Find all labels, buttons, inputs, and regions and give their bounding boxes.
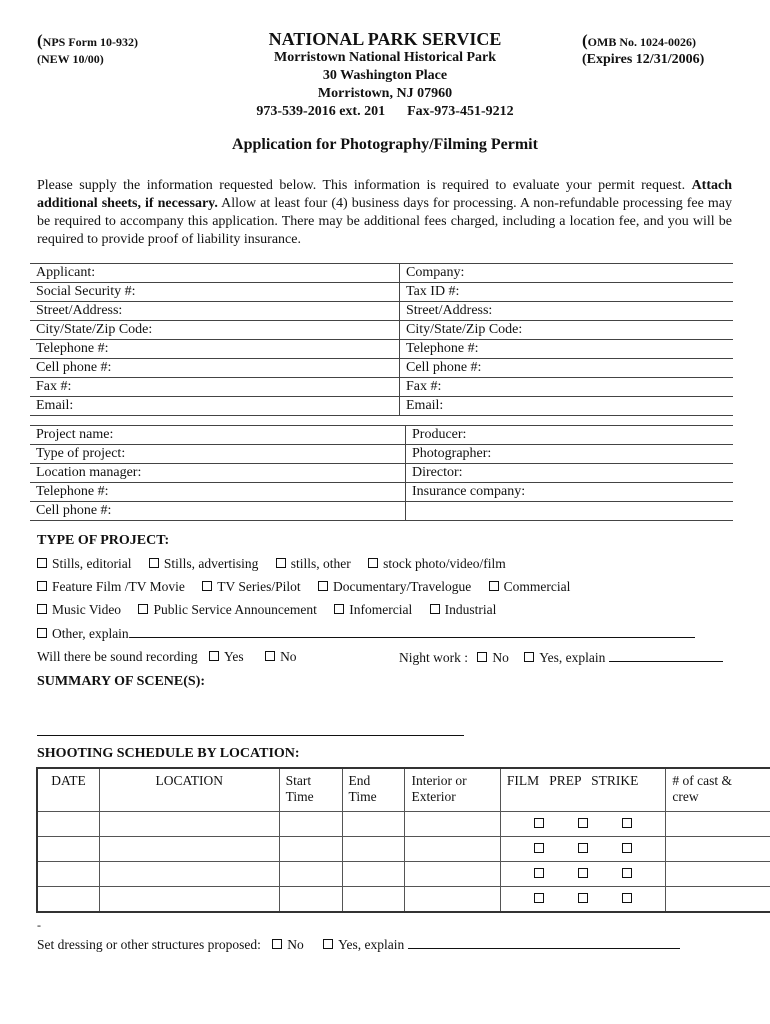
schedule-heading: SHOOTING SCHEDULE BY LOCATION: [37,746,300,761]
location-manager-field[interactable]: Location manager: [30,464,406,483]
checkbox[interactable] [37,628,47,638]
insurance-field[interactable]: Insurance company: [406,483,734,502]
option-label: Industrial [444,602,497,617]
col-start [279,768,342,812]
checkbox[interactable] [37,558,47,568]
cast-cell[interactable] [666,837,770,862]
col-end [342,768,405,812]
option-label: Yes, explain [539,650,606,665]
checkbox[interactable] [477,652,487,662]
type-of-project-heading: TYPE OF PROJECT: [37,533,170,548]
company-cell-field[interactable]: Cell phone #: [400,359,734,378]
col-cast-line2: crew [672,789,699,804]
film-checkbox[interactable] [534,893,544,903]
end-cell[interactable] [342,812,405,837]
summary-heading: SUMMARY OF SCENE(S): [37,674,206,689]
col-interior-exterior [405,768,500,812]
checkbox[interactable] [368,558,378,568]
table-row [37,812,770,837]
checkbox[interactable] [149,558,159,568]
photographer-field[interactable]: Photographer: [406,445,734,464]
summary-line[interactable] [37,735,464,736]
col-end-line1: End [348,773,371,788]
form-id-paren: ( [37,31,43,50]
project-cell-field[interactable]: Cell phone #: [30,502,406,521]
company-street-field[interactable]: Street/Address: [400,302,734,321]
date-cell[interactable] [37,812,99,837]
applicant-street-field[interactable]: Street/Address: [30,302,400,321]
project-type-field[interactable]: Type of project: [30,445,406,464]
form-id: NPS Form 10-932) [42,35,138,49]
table-row [30,483,733,502]
option-label: TV Series/Pilot [217,579,301,594]
col-location: LOCATION [99,768,279,812]
checkbox[interactable] [272,939,282,949]
cast-cell[interactable] [666,887,770,913]
cast-cell[interactable] [666,812,770,837]
company-field[interactable]: Company: [400,264,734,283]
project-telephone-field[interactable]: Telephone #: [30,483,406,502]
table-row [37,887,770,913]
table-row [30,359,733,378]
set-dressing-explain-line[interactable] [408,936,680,949]
table-row [30,445,733,464]
director-field[interactable]: Director: [406,464,734,483]
strike-checkbox[interactable] [622,818,632,828]
fps-cell [500,812,665,837]
table-row [30,302,733,321]
option-label: Documentary/Travelogue [333,579,472,594]
prep-checkbox[interactable] [578,818,588,828]
checkbox[interactable] [318,581,328,591]
company-city-field[interactable]: City/State/Zip Code: [400,321,734,340]
project-type-other-row [37,625,695,642]
agency-title: NATIONAL PARK SERVICE [268,29,502,49]
other-label: Other, explain [52,626,129,641]
other-explain-line[interactable] [129,625,695,638]
set-dressing-row [37,936,680,953]
col-io-line2: Exterior [411,789,456,804]
table-row [30,321,733,340]
omb-paren: ( [582,31,588,50]
city: Morristown, NJ 07960 [317,86,453,101]
location-cell[interactable] [99,887,279,913]
date-cell[interactable] [37,887,99,913]
address-block [0,49,770,121]
table-row [30,464,733,483]
option-label: Commercial [503,579,571,594]
option-label: No [492,650,509,665]
company-telephone-field[interactable]: Telephone #: [400,340,734,359]
applicant-cell-field[interactable]: Cell phone #: [30,359,400,378]
end-cell[interactable] [342,862,405,887]
option-label: Yes, explain [338,937,405,952]
prep-checkbox[interactable] [578,843,588,853]
checkbox[interactable] [37,581,47,591]
col-io-line1: Interior or [411,773,467,788]
table-header-row [37,768,770,812]
location-cell[interactable] [99,812,279,837]
applicant-fax-field[interactable]: Fax #: [30,378,400,397]
project-type-row-2 [37,579,570,595]
contact-line [0,103,770,121]
table-row [37,862,770,887]
table-row [30,426,733,445]
project-name-field[interactable]: Project name: [30,426,406,445]
start-cell[interactable] [279,887,342,913]
table-row [30,397,733,416]
col-film-prep-strike: FILM PREP STRIKE [500,768,665,812]
applicant-field[interactable]: Applicant: [30,264,400,283]
io-cell[interactable] [405,862,500,887]
sound-recording-row [37,649,297,665]
option-label: stock photo/video/film [383,556,506,571]
option-label: Music Video [52,602,122,617]
prep-checkbox[interactable] [578,893,588,903]
intro-part2: Allow at least four (4) business days for processing. A non-refundable processing fee may be required to accompany this application. There may be additional fees charged, including a location fee, and you will be required to provide proof of liability insurance. [37,196,732,247]
start-cell[interactable] [279,862,342,887]
io-cell[interactable] [405,837,500,862]
col-start-line2: Time [285,789,314,804]
checkbox[interactable] [524,652,534,662]
start-cell[interactable] [279,812,342,837]
omb-id: OMB No. 1024-0026) [587,35,696,49]
tax-id-field[interactable]: Tax ID #: [400,283,734,302]
location-cell[interactable] [99,862,279,887]
producer-field[interactable]: Producer: [406,426,734,445]
date-cell[interactable] [37,837,99,862]
set-dressing-question: Set dressing or other structures proposed: [37,937,261,952]
intro-paragraph [37,177,732,249]
checkbox[interactable] [276,558,286,568]
checkbox[interactable] [489,581,499,591]
cast-cell[interactable] [666,862,770,887]
option-label: Yes [224,649,244,664]
prep-checkbox[interactable] [578,868,588,878]
checkbox[interactable] [138,604,148,614]
option-label: Infomercial [349,602,413,617]
expires: (Expires 12/31/2006) [582,52,705,67]
company-fax-field[interactable]: Fax #: [400,378,734,397]
fax: Fax-973-451-9212 [407,104,514,119]
option-label: Public Service Announcement [153,602,317,617]
col-date: DATE [37,768,99,812]
film-checkbox[interactable] [534,843,544,853]
strike-checkbox[interactable] [622,868,632,878]
form-title: Application for Photography/Filming Permit [232,136,538,153]
intro-bold: Attach additional sheets, if necessary. [37,178,732,211]
table-row [30,264,733,283]
fps-cell [500,887,665,913]
checkbox[interactable] [209,651,219,661]
table-row [37,837,770,862]
empty-field[interactable] [406,502,734,521]
io-cell[interactable] [405,812,500,837]
option-label: No [280,649,297,664]
start-cell[interactable] [279,837,342,862]
table-row [30,502,733,521]
night-explain-line[interactable] [609,649,723,662]
strike-checkbox[interactable] [622,843,632,853]
applicant-telephone-field[interactable]: Telephone #: [30,340,400,359]
checkbox[interactable] [323,939,333,949]
applicant-email-field[interactable]: Email: [30,397,400,416]
option-label: stills, other [290,556,351,571]
checkbox[interactable] [37,604,47,614]
table-row [30,283,733,302]
night-work-row [399,649,723,666]
col-start-line1: Start [285,773,312,788]
option-label: No [287,937,304,952]
night-question: Night work : [399,650,468,665]
form-version: (NEW 10/00) [37,52,104,66]
col-cast-line1: # of cast & [672,773,732,788]
dash-mark: - [37,918,41,932]
intro-part1: Please supply the information requested below. This information is required to evaluate your permit request. [37,178,692,193]
film-checkbox[interactable] [534,868,544,878]
date-cell[interactable] [37,862,99,887]
checkbox[interactable] [265,651,275,661]
col-end-line2: Time [348,789,377,804]
strike-checkbox[interactable] [622,893,632,903]
table-row [30,378,733,397]
location-cell[interactable] [99,837,279,862]
option-label: Stills, advertising [163,556,259,571]
applicant-city-field[interactable]: City/State/Zip Code: [30,321,400,340]
option-label: Feature Film /TV Movie [52,579,185,594]
end-cell[interactable] [342,887,405,913]
project-type-row-3 [37,602,496,618]
ssn-field[interactable]: Social Security #: [30,283,400,302]
schedule-table [36,767,770,913]
table-row [30,340,733,359]
film-checkbox[interactable] [534,818,544,828]
checkbox[interactable] [430,604,440,614]
checkbox[interactable] [202,581,212,591]
project-type-row-1 [37,556,506,572]
applicant-table [30,263,733,416]
phone: 973-539-2016 ext. 201 [256,104,386,119]
option-label: Stills, editorial [52,556,132,571]
io-cell[interactable] [405,887,500,913]
fps-cell [500,862,665,887]
park-name: Morristown National Historical Park [273,50,497,65]
col-cast-crew [666,768,770,812]
fps-cell [500,837,665,862]
street: 30 Washington Place [322,68,448,83]
project-table [30,425,733,521]
checkbox[interactable] [334,604,344,614]
company-email-field[interactable]: Email: [400,397,734,416]
sound-question: Will there be sound recording [37,649,198,664]
end-cell[interactable] [342,837,405,862]
